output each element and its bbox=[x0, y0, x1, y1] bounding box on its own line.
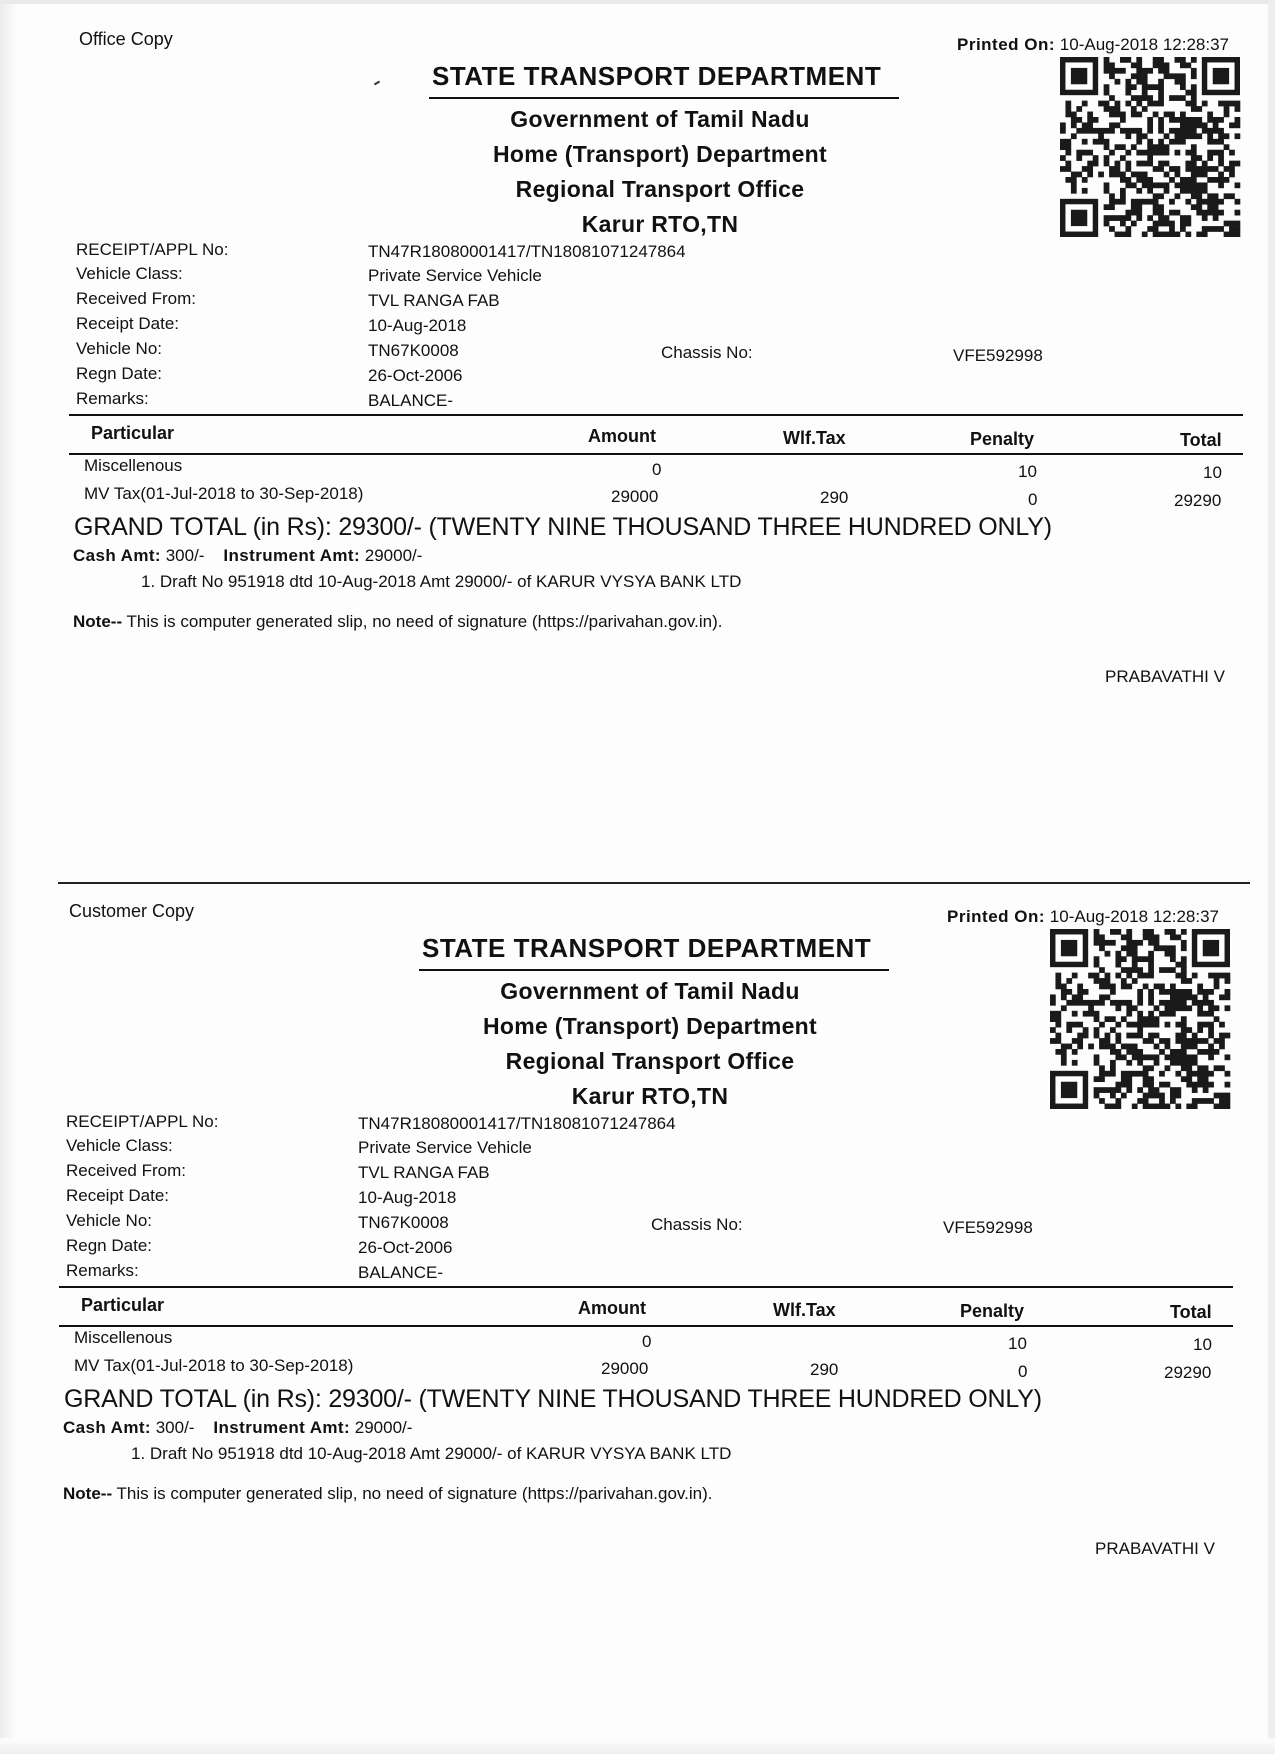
copy-label: Office Copy bbox=[79, 29, 173, 49]
note-text: This is computer generated slip, no need of signature (https://parivahan.gov.in). bbox=[126, 612, 723, 631]
title-underline bbox=[419, 969, 889, 971]
received-from-value: TVL RANGA FAB bbox=[358, 1163, 490, 1182]
table-top-rule bbox=[59, 1286, 1233, 1288]
received-from-value: TVL RANGA FAB bbox=[368, 291, 500, 310]
row-penalty: 0 bbox=[1028, 490, 1038, 509]
row-total: 29290 bbox=[1164, 1363, 1212, 1382]
col-penalty: Penalty bbox=[970, 429, 1035, 449]
note-label: Note-- bbox=[63, 1484, 113, 1503]
col-particular: Particular bbox=[91, 423, 175, 443]
vehicle-no-value: TN67K0008 bbox=[368, 341, 459, 360]
col-total: Total bbox=[1170, 1302, 1212, 1322]
row-penalty: 10 bbox=[1008, 1334, 1027, 1353]
government-name: Government of Tamil Nadu bbox=[510, 106, 810, 132]
row-penalty: 10 bbox=[1018, 462, 1037, 481]
vehicle-class-label: Vehicle Class: bbox=[76, 264, 183, 283]
table-top-rule bbox=[69, 414, 1243, 416]
signer-name: PRABAVATHI V bbox=[1095, 1539, 1215, 1558]
office-name: Regional Transport Office bbox=[515, 176, 805, 202]
department-name: Home (Transport) Department bbox=[493, 141, 827, 167]
printed-on-value: 10-Aug-2018 12:28:37 bbox=[1059, 35, 1229, 54]
chassis-no-value: VFE592998 bbox=[953, 346, 1043, 365]
col-penalty: Penalty bbox=[960, 1301, 1025, 1321]
rto-name: Karur RTO,TN bbox=[571, 1083, 729, 1109]
note-label: Note-- bbox=[73, 612, 123, 631]
instrument-amount-value: 29000/- bbox=[354, 1418, 413, 1437]
receipt-date-label: Receipt Date: bbox=[76, 314, 179, 333]
col-total: Total bbox=[1180, 430, 1222, 450]
regn-date-value: 26-Oct-2006 bbox=[368, 366, 463, 385]
receipt-date-value: 10-Aug-2018 bbox=[368, 316, 467, 335]
department-title: STATE TRANSPORT DEPARTMENT bbox=[432, 61, 882, 91]
qr-code bbox=[1057, 57, 1243, 237]
note-text: This is computer generated slip, no need of signature (https://parivahan.gov.in). bbox=[116, 1484, 713, 1503]
row-amount: 0 bbox=[652, 460, 662, 479]
receipt-no-label: RECEIPT/APPL No: bbox=[76, 240, 229, 259]
col-amount: Amount bbox=[578, 1298, 646, 1318]
government-name: Government of Tamil Nadu bbox=[500, 978, 800, 1004]
regn-date-label: Regn Date: bbox=[76, 364, 162, 383]
rto-name: Karur RTO,TN bbox=[581, 211, 739, 237]
col-wlf-tax: Wlf.Tax bbox=[773, 1300, 836, 1320]
row-amount: 29000 bbox=[611, 487, 659, 506]
vehicle-class-value: Private Service Vehicle bbox=[358, 1138, 532, 1157]
col-amount: Amount bbox=[588, 426, 656, 446]
regn-date-value: 26-Oct-2006 bbox=[358, 1238, 453, 1257]
receipt-no-label: RECEIPT/APPL No: bbox=[66, 1112, 219, 1131]
note bbox=[73, 612, 723, 632]
note bbox=[63, 1484, 713, 1504]
customer-copy-receipt bbox=[0, 872, 1265, 1612]
cash-amount-label: Cash Amt: bbox=[63, 1418, 151, 1437]
printed-on bbox=[957, 35, 1229, 55]
table-header-rule bbox=[69, 453, 1243, 455]
row-amount: 0 bbox=[642, 1332, 652, 1351]
chassis-no-value: VFE592998 bbox=[943, 1218, 1033, 1237]
vehicle-class-value: Private Service Vehicle bbox=[368, 266, 542, 285]
instrument-amount-label: Instrument Amt: bbox=[223, 546, 361, 565]
cash-amount-value: 300/- bbox=[155, 1418, 195, 1437]
row-wlf-tax: 290 bbox=[820, 488, 849, 507]
row-amount: 29000 bbox=[601, 1359, 649, 1378]
vehicle-class-label: Vehicle Class: bbox=[66, 1136, 173, 1155]
grand-total: GRAND TOTAL (in Rs): 29300/- (TWENTY NINE THOUSAND THREE HUNDRED ONLY) bbox=[64, 1385, 1042, 1413]
printed-on-value: 10-Aug-2018 12:28:37 bbox=[1049, 907, 1219, 926]
row-particular: Miscellenous bbox=[74, 1328, 173, 1347]
stray-mark bbox=[374, 81, 380, 86]
row-penalty: 0 bbox=[1018, 1362, 1028, 1381]
scan-edge-bottom bbox=[0, 1738, 1275, 1754]
row-total: 10 bbox=[1193, 1335, 1212, 1354]
instrument-amount-value: 29000/- bbox=[364, 546, 423, 565]
chassis-no-label: Chassis No: bbox=[661, 343, 753, 362]
department-title: STATE TRANSPORT DEPARTMENT bbox=[422, 933, 872, 963]
row-wlf-tax: 290 bbox=[810, 1360, 839, 1379]
remarks-value: BALANCE- bbox=[368, 391, 454, 410]
regn-date-label: Regn Date: bbox=[66, 1236, 152, 1255]
receipt-no-value: TN47R18080001417/TN18081071247864 bbox=[368, 242, 686, 261]
cash-amount-label: Cash Amt: bbox=[73, 546, 161, 565]
vehicle-no-label: Vehicle No: bbox=[66, 1211, 152, 1230]
signer-name: PRABAVATHI V bbox=[1105, 667, 1225, 686]
row-total: 10 bbox=[1203, 463, 1222, 482]
payment-line bbox=[73, 546, 422, 566]
draft-details: 1. Draft No 951918 dtd 10-Aug-2018 Amt 29000/- of KARUR VYSYA BANK LTD bbox=[141, 572, 742, 591]
instrument-amount-label: Instrument Amt: bbox=[213, 1418, 351, 1437]
received-from-label: Received From: bbox=[76, 289, 196, 308]
title-underline bbox=[429, 97, 899, 99]
chassis-no-label: Chassis No: bbox=[651, 1215, 743, 1234]
printed-on-label: Printed On: bbox=[947, 907, 1046, 926]
copy-label: Customer Copy bbox=[69, 901, 195, 921]
grand-total: GRAND TOTAL (in Rs): 29300/- (TWENTY NINE THOUSAND THREE HUNDRED ONLY) bbox=[74, 513, 1052, 541]
printed-on-label: Printed On: bbox=[957, 35, 1056, 54]
row-particular: MV Tax(01-Jul-2018 to 30-Sep-2018) bbox=[84, 484, 364, 503]
qr-code-graphic bbox=[1047, 929, 1233, 1109]
department-name: Home (Transport) Department bbox=[483, 1013, 817, 1039]
payment-line bbox=[63, 1418, 412, 1438]
vehicle-no-label: Vehicle No: bbox=[76, 339, 162, 358]
row-total: 29290 bbox=[1174, 491, 1222, 510]
receipt-date-label: Receipt Date: bbox=[66, 1186, 169, 1205]
office-copy-receipt bbox=[0, 0, 1275, 740]
col-particular: Particular bbox=[81, 1295, 165, 1315]
office-name: Regional Transport Office bbox=[505, 1048, 795, 1074]
remarks-label: Remarks: bbox=[66, 1261, 139, 1280]
row-particular: Miscellenous bbox=[84, 456, 183, 475]
remarks-label: Remarks: bbox=[76, 389, 149, 408]
qr-code-graphic bbox=[1057, 57, 1243, 237]
received-from-label: Received From: bbox=[66, 1161, 186, 1180]
receipt-date-value: 10-Aug-2018 bbox=[358, 1188, 457, 1207]
printed-on bbox=[947, 907, 1219, 927]
receipt-no-value: TN47R18080001417/TN18081071247864 bbox=[358, 1114, 676, 1133]
draft-details: 1. Draft No 951918 dtd 10-Aug-2018 Amt 29000/- of KARUR VYSYA BANK LTD bbox=[131, 1444, 732, 1463]
table-header-rule bbox=[59, 1325, 1233, 1327]
vehicle-no-value: TN67K0008 bbox=[358, 1213, 449, 1232]
col-wlf-tax: Wlf.Tax bbox=[783, 428, 846, 448]
qr-code bbox=[1047, 929, 1233, 1109]
cash-amount-value: 300/- bbox=[165, 546, 205, 565]
remarks-value: BALANCE- bbox=[358, 1263, 444, 1282]
row-particular: MV Tax(01-Jul-2018 to 30-Sep-2018) bbox=[74, 1356, 354, 1375]
